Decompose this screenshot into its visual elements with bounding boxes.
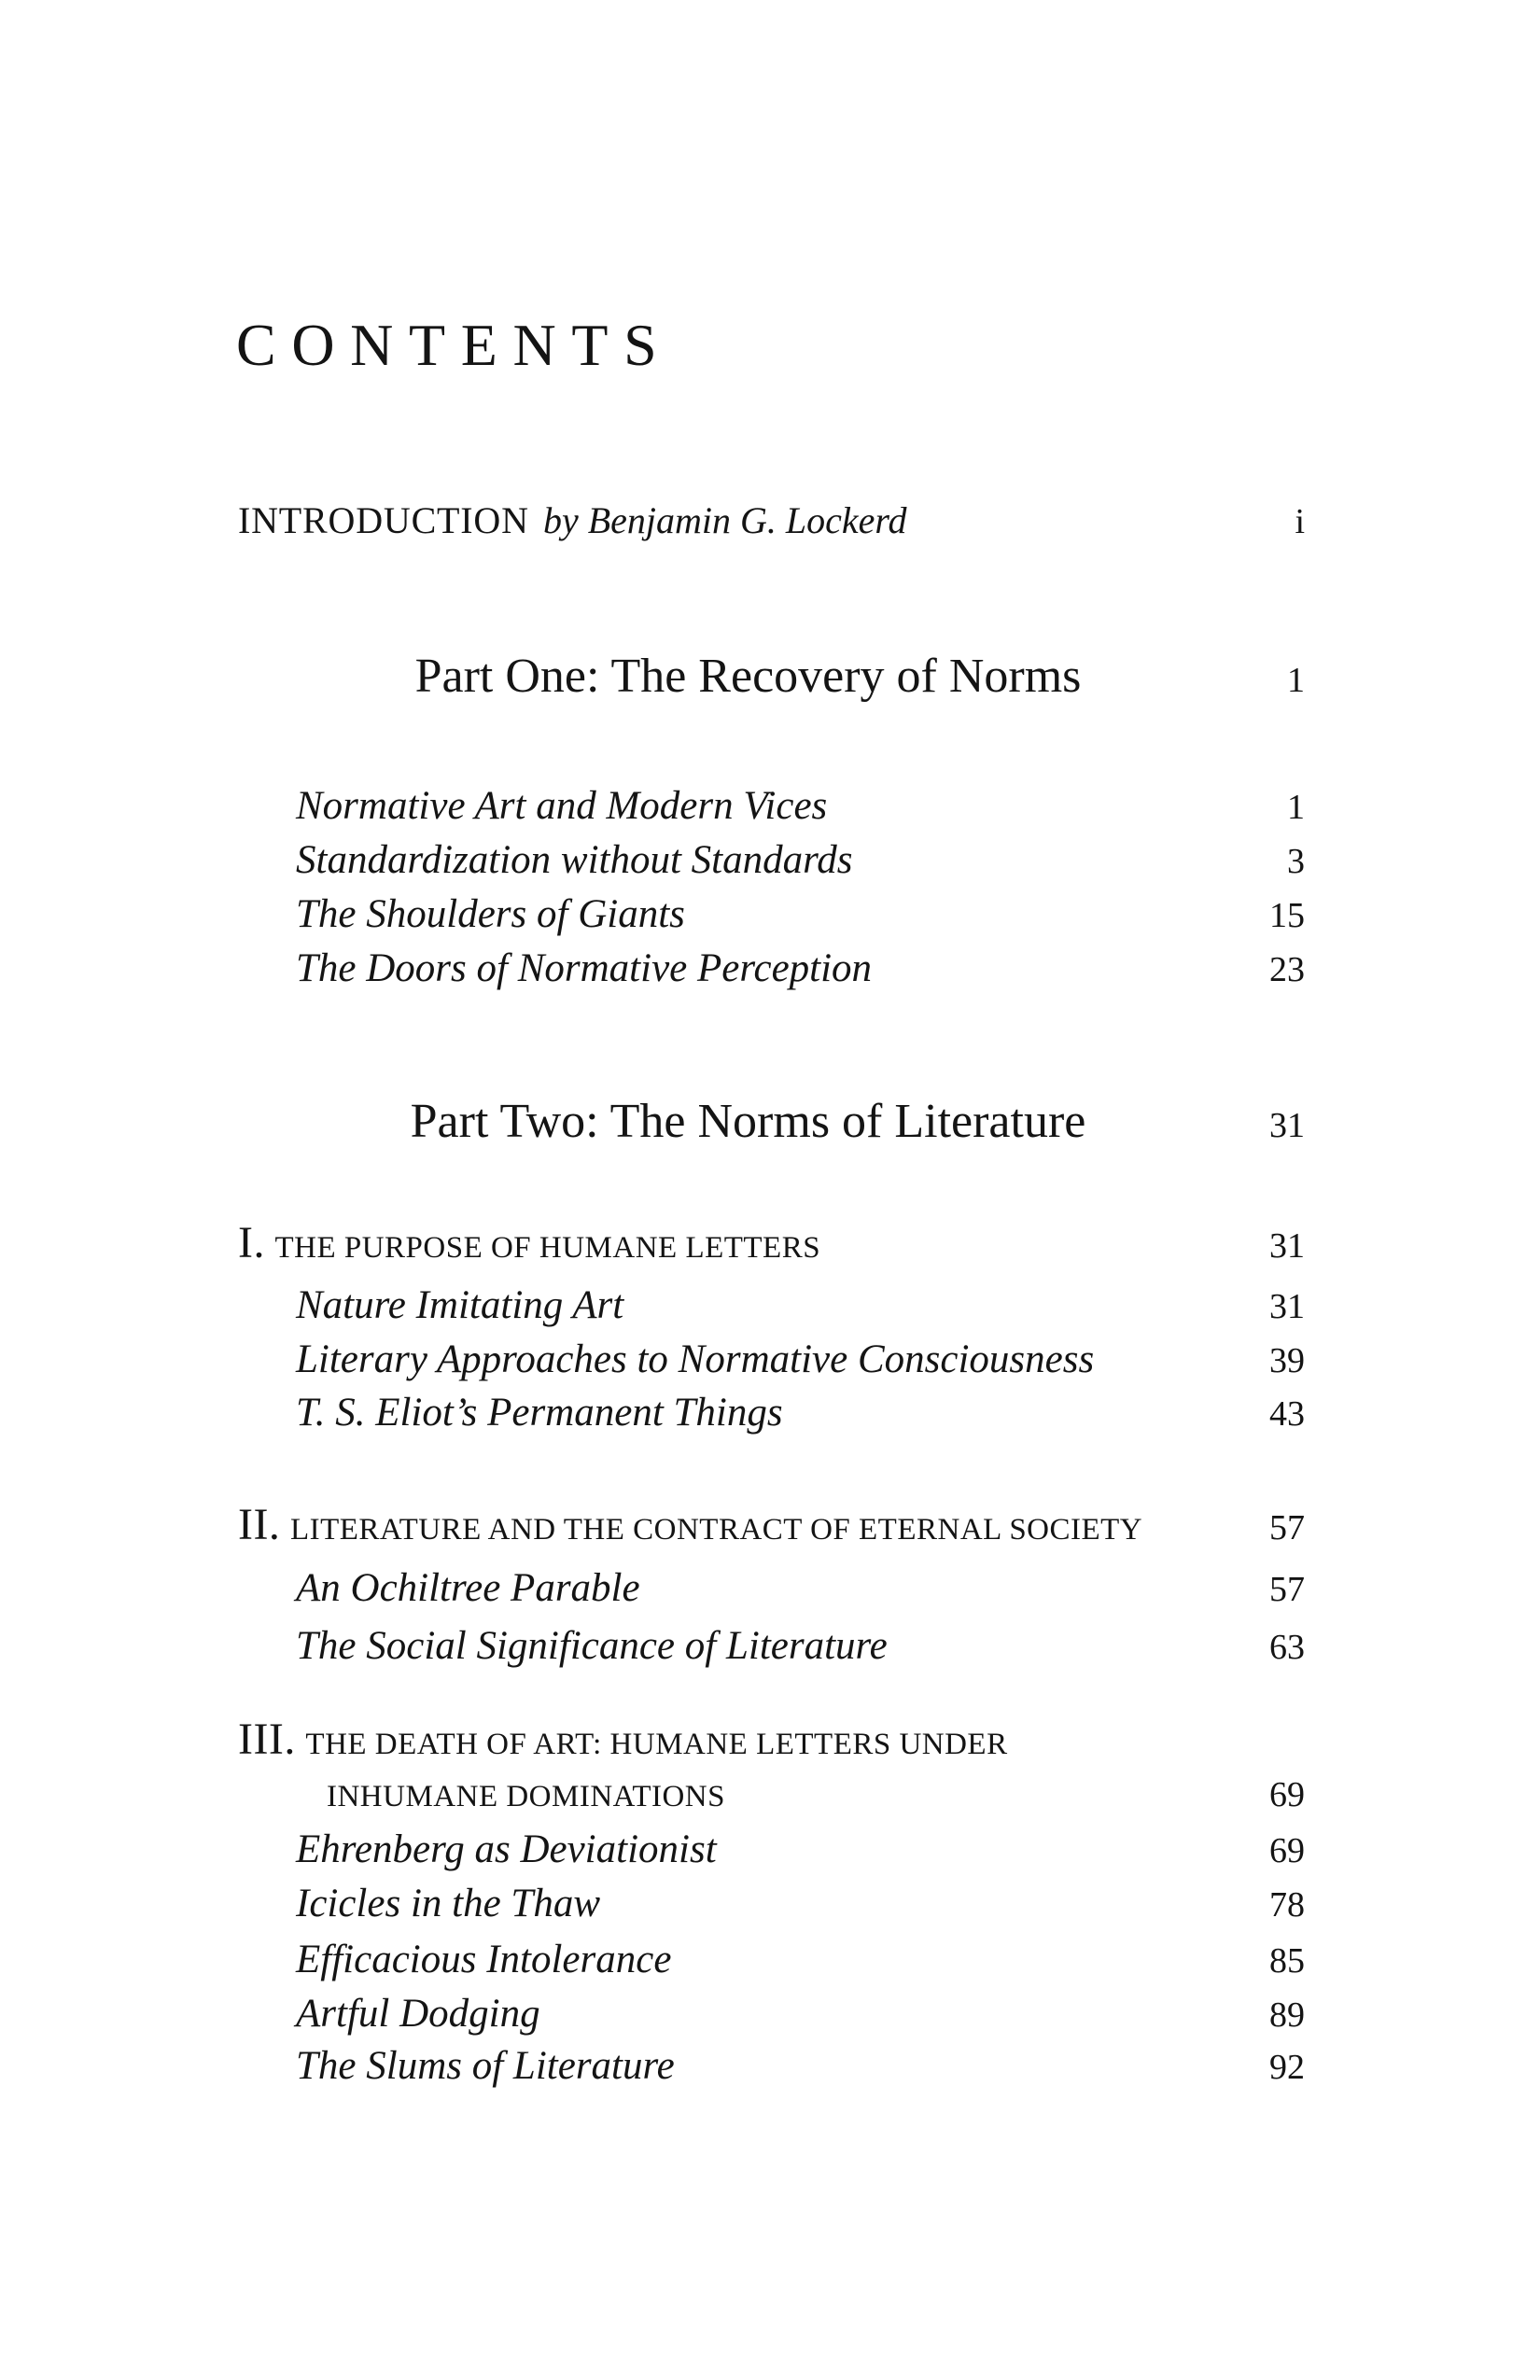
toc-row-entry (238, 1624, 1305, 1668)
toc-row-entry (238, 1827, 1305, 1871)
page-number: 31 (1269, 1226, 1305, 1266)
toc-row-entry (238, 946, 1305, 990)
entry-title: The Shoulders of Giants (296, 892, 685, 936)
entry-title: Normative Art and Modern Vices (296, 784, 828, 828)
page-number: 57 (1269, 1508, 1305, 1547)
entry-title: Ehrenberg as Deviationist (296, 1827, 717, 1871)
page-number: 69 (1269, 1831, 1305, 1870)
page-number: 57 (1269, 1570, 1305, 1609)
entry-title: Nature Imitating Art (296, 1283, 624, 1327)
section-heading (238, 1501, 1258, 1550)
toc-row-entry (238, 2044, 1305, 2088)
toc-row-entry (238, 1566, 1305, 1610)
entry-title: Standardization without Standards (296, 838, 853, 882)
part-one-heading: Part One: The Recovery of Norms (414, 650, 1082, 703)
page-number: 1 (1287, 661, 1305, 700)
entry-title: The Slums of Literature (296, 2044, 675, 2088)
page-number: 85 (1269, 1941, 1305, 1981)
page-number: 69 (1269, 1775, 1305, 1814)
toc-row-entry (238, 1938, 1305, 1981)
toc-row-entry (238, 892, 1305, 936)
toc-row-section-heading (238, 1715, 1305, 1765)
page-number: 39 (1269, 1341, 1305, 1380)
page-number: 15 (1269, 896, 1305, 935)
introduction-line (238, 500, 1258, 541)
toc-row-section-heading-continued (238, 1776, 1305, 1815)
toc-row-entry (238, 784, 1305, 828)
part-two-heading: Part Two: The Norms of Literature (410, 1095, 1086, 1148)
page-number: 1 (1287, 788, 1305, 827)
page-number: 63 (1269, 1628, 1305, 1667)
page-number: 3 (1287, 842, 1305, 881)
page-number: 78 (1269, 1885, 1305, 1925)
section-title: LITERATURE AND THE CONTRACT OF ETERNAL SOCIETY (289, 1513, 1143, 1547)
toc-row-part-two-heading (238, 1095, 1305, 1148)
entry-title: The Doors of Normative Perception (296, 946, 873, 990)
section-heading (238, 1715, 1305, 1765)
toc-row-section-heading (238, 1219, 1305, 1268)
entry-title: Literary Approaches to Normative Consciousness (296, 1337, 1095, 1381)
entry-title: T. S. Eliot’s Permanent Things (296, 1391, 783, 1435)
toc-row-section-heading (238, 1501, 1305, 1550)
section-numeral: II. (238, 1500, 281, 1549)
toc-row-entry (238, 838, 1305, 882)
page-title: CONTENTS (236, 312, 673, 378)
section-title-line1: THE DEATH OF ART: HUMANE LETTERS UNDER (305, 1728, 1008, 1761)
page-number: i (1295, 502, 1305, 541)
page-number: 31 (1269, 1287, 1305, 1326)
section-numeral: I. (238, 1218, 265, 1267)
toc-row-introduction (238, 500, 1305, 542)
page-number: 43 (1269, 1394, 1305, 1434)
entry-title: Icicles in the Thaw (296, 1882, 601, 1925)
toc-row-entry (238, 1992, 1305, 2036)
page-number: 89 (1269, 1995, 1305, 2035)
page-number: 92 (1269, 2048, 1305, 2087)
entry-title: Artful Dodging (296, 1992, 540, 2036)
section-title: THE PURPOSE OF HUMANE LETTERS (274, 1231, 821, 1265)
page-number: 23 (1269, 950, 1305, 989)
toc-row-entry (238, 1337, 1305, 1381)
introduction-byline: by Benjamin G. Lockerd (542, 499, 907, 541)
entry-title: Efficacious Intolerance (296, 1938, 672, 1981)
section-title-line2: INHUMANE DOMINATIONS (327, 1780, 725, 1813)
toc-row-part-one-heading (238, 650, 1305, 703)
toc-row-entry (238, 1882, 1305, 1925)
toc-row-entry (238, 1391, 1305, 1435)
introduction-label: INTRODUCTION (238, 499, 529, 541)
section-heading (238, 1219, 1258, 1268)
page-number: 31 (1269, 1106, 1305, 1145)
entry-title: An Ochiltree Parable (296, 1566, 640, 1610)
section-numeral: III. (238, 1715, 296, 1764)
entry-title: The Social Significance of Literature (296, 1624, 888, 1668)
toc-row-entry (238, 1283, 1305, 1327)
